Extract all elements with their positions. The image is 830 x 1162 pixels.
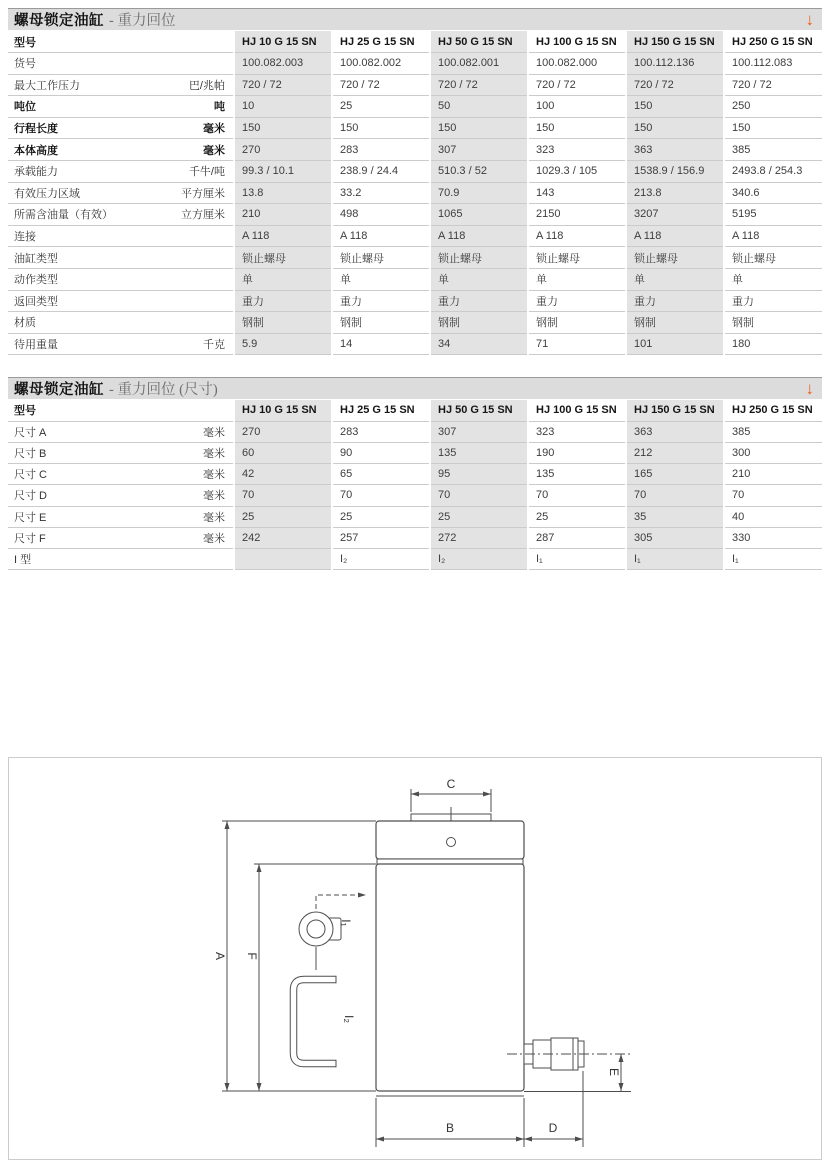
cell-value: 250: [724, 96, 822, 118]
dim-c-label: C: [446, 777, 456, 792]
section2-title: 螺母锁定油缸: [14, 381, 104, 398]
cell-value: 重力: [528, 290, 626, 312]
dimensions-table: [8, 400, 822, 570]
cell-value: 307: [430, 421, 528, 442]
marker-i1-label: I₁: [339, 919, 353, 927]
cell-value: 重力: [430, 290, 528, 312]
cell-value: 70: [724, 485, 822, 506]
cell-value: 锁止螺母: [528, 247, 626, 269]
cell-value: 90: [332, 443, 430, 464]
cell-value: I₂: [332, 548, 430, 569]
row-label-cell: [8, 443, 234, 464]
cap-groove: [377, 859, 523, 864]
row-label: 材质: [14, 317, 36, 330]
cell-value: 330: [724, 527, 822, 548]
handle-inner: [294, 980, 337, 1064]
cell-value: 重力: [234, 290, 332, 312]
cell-value: 190: [528, 443, 626, 464]
model-column-header: HJ 150 G 15 SN: [626, 400, 724, 422]
table-row: [8, 74, 822, 96]
cell-value: 150: [332, 117, 430, 139]
cell-value: 70: [626, 485, 724, 506]
cell-value: 钢制: [332, 312, 430, 334]
table-row: [8, 506, 822, 527]
cell-value: A 118: [430, 225, 528, 247]
table-row: [8, 160, 822, 182]
cell-value: 385: [724, 421, 822, 442]
cylinder-body: [376, 864, 524, 1091]
row-unit: 吨: [214, 101, 225, 114]
row-label: 最大工作压力: [14, 79, 80, 92]
row-label: I 型: [14, 554, 32, 567]
cell-value: 363: [626, 139, 724, 161]
row-unit: 毫米: [203, 469, 225, 482]
table-row: [8, 333, 822, 355]
cell-value: 283: [332, 139, 430, 161]
cell-value: 385: [724, 139, 822, 161]
cell-value: A 118: [626, 225, 724, 247]
cell-value: 13.8: [234, 182, 332, 204]
cell-value: 锁止螺母: [332, 247, 430, 269]
cell-value: 34: [430, 333, 528, 355]
row-label-cell: [8, 421, 234, 442]
cell-value: A 118: [528, 225, 626, 247]
row-label: 待用重量: [14, 339, 58, 352]
cell-value: 363: [626, 421, 724, 442]
dim-c-arrow-left: [411, 792, 419, 797]
dim-d-arrow-left: [524, 1137, 532, 1142]
cell-value: 钢制: [234, 312, 332, 334]
cell-value: 143: [528, 182, 626, 204]
model-column-header: HJ 25 G 15 SN: [332, 31, 430, 53]
eyebolt-ring-inner: [307, 920, 325, 938]
table-row: [8, 312, 822, 334]
cell-value: 1029.3 / 105: [528, 160, 626, 182]
cell-value: 307: [430, 139, 528, 161]
row-unit: 千克: [203, 339, 225, 352]
table-row: [8, 247, 822, 269]
cell-value: 1065: [430, 204, 528, 226]
row-label: 有效压力区域: [14, 187, 80, 200]
cell-value: 1538.9 / 156.9: [626, 160, 724, 182]
leader-arrow: [358, 893, 366, 898]
dimensions-section: [8, 377, 822, 570]
cell-value: 150: [234, 117, 332, 139]
table-row: [8, 53, 822, 75]
row-label-cell: [8, 53, 234, 75]
model-column-header: HJ 25 G 15 SN: [332, 400, 430, 422]
cell-value: 720 / 72: [724, 74, 822, 96]
row-unit: 毫米: [203, 426, 225, 439]
cell-value: I₁: [528, 548, 626, 569]
cell-value: 305: [626, 527, 724, 548]
row-unit: 毫米: [203, 490, 225, 503]
row-label-cell: [8, 160, 234, 182]
cell-value: 40: [724, 506, 822, 527]
cell-value: 270: [234, 139, 332, 161]
dim-a-arrow-top: [225, 821, 230, 829]
cell-value: A 118: [332, 225, 430, 247]
row-unit: 立方厘米: [181, 209, 225, 222]
row-label: 货号: [14, 58, 36, 71]
cell-value: 100.112.083: [724, 53, 822, 75]
row-label-cell: [8, 182, 234, 204]
cell-value: I₂: [430, 548, 528, 569]
table-row: [8, 421, 822, 442]
cell-value: 720 / 72: [528, 74, 626, 96]
spec-table: [8, 31, 822, 355]
row-unit: 毫米: [203, 144, 225, 157]
row-label: 行程长度: [14, 123, 58, 136]
cell-value: 单: [332, 268, 430, 290]
cell-value: 71: [528, 333, 626, 355]
cell-value: 300: [724, 443, 822, 464]
down-arrow-icon: ↓: [805, 378, 814, 398]
handle-outline: [294, 980, 337, 1064]
model-column-header: HJ 100 G 15 SN: [528, 400, 626, 422]
row-unit: 千牛/吨: [188, 166, 225, 179]
row-label: 承载能力: [14, 166, 58, 179]
cell-value: 2150: [528, 204, 626, 226]
cell-value: 720 / 72: [626, 74, 724, 96]
dim-e-arrow-bottom: [619, 1083, 624, 1091]
row-label: 尺寸 C: [14, 469, 47, 482]
cell-value: 165: [626, 464, 724, 485]
cell-value: 150: [528, 117, 626, 139]
cell-value: 单: [234, 268, 332, 290]
dim-d-label: D: [548, 1121, 558, 1136]
cell-value: 210: [234, 204, 332, 226]
cell-value: 10: [234, 96, 332, 118]
row-label-cell: [8, 139, 234, 161]
row-unit: 毫米: [203, 532, 225, 545]
cell-value: 323: [528, 139, 626, 161]
cell-value: 70: [234, 485, 332, 506]
cell-value: 101: [626, 333, 724, 355]
cell-value: 212: [626, 443, 724, 464]
table-row: [8, 182, 822, 204]
row-label-cell: [8, 74, 234, 96]
cell-value: 33.2: [332, 182, 430, 204]
cell-value: 单: [626, 268, 724, 290]
dim-c-arrow-right: [483, 792, 491, 797]
dim-f-label: F: [245, 952, 259, 960]
model-column-header: HJ 100 G 15 SN: [528, 31, 626, 53]
cell-value: 242: [234, 527, 332, 548]
cell-value: 重力: [626, 290, 724, 312]
row-label-cell: [8, 548, 234, 569]
row-unit: 毫米: [203, 448, 225, 461]
section1-title-bar: [8, 8, 822, 30]
cell-value: 钢制: [626, 312, 724, 334]
row-label: 本体高度: [14, 144, 58, 157]
row-label: 尺寸 A: [14, 426, 47, 439]
dim-e-label: E: [607, 1068, 621, 1077]
cell-value: 42: [234, 464, 332, 485]
cell-value: 14: [332, 333, 430, 355]
cell-value: 213.8: [626, 182, 724, 204]
cell-value: 150: [626, 117, 724, 139]
cell-value: 270: [234, 421, 332, 442]
cell-value: 135: [430, 443, 528, 464]
row-label-cell: [8, 333, 234, 355]
row-unit: 毫米: [203, 123, 225, 136]
cell-value: 25: [528, 506, 626, 527]
cell-value: 锁止螺母: [234, 247, 332, 269]
table-row: [8, 225, 822, 247]
cell-value: 272: [430, 527, 528, 548]
row-label-cell: [8, 290, 234, 312]
header-row: [8, 31, 822, 53]
cell-value: 50: [430, 96, 528, 118]
model-column-header: HJ 10 G 15 SN: [234, 31, 332, 53]
model-column-header: HJ 50 G 15 SN: [430, 400, 528, 422]
cell-value: 180: [724, 333, 822, 355]
cell-value: 单: [528, 268, 626, 290]
row-label-cell: [8, 485, 234, 506]
row-label-cell: [8, 247, 234, 269]
table-row: [8, 464, 822, 485]
marker-i2-label: I₂: [342, 1015, 356, 1024]
section1-subtitle: - 重力回位: [109, 13, 176, 29]
down-arrow-icon: ↓: [805, 10, 814, 29]
cell-value: I₁: [626, 548, 724, 569]
cell-value: 99.3 / 10.1: [234, 160, 332, 182]
model-column-header: HJ 150 G 15 SN: [626, 31, 724, 53]
model-header-label: 型号: [8, 31, 234, 53]
cell-value: 60: [234, 443, 332, 464]
cap-hole: [447, 838, 456, 847]
cell-value: 25: [332, 96, 430, 118]
cell-value: 210: [724, 464, 822, 485]
cell-value: 锁止螺母: [430, 247, 528, 269]
cell-value: 100.082.000: [528, 53, 626, 75]
cell-value: 65: [332, 464, 430, 485]
cell-value: 150: [430, 117, 528, 139]
cell-value: 95: [430, 464, 528, 485]
cell-value: I₁: [724, 548, 822, 569]
cell-value: 单: [430, 268, 528, 290]
section2-subtitle: - 重力回位 (尺寸): [109, 381, 218, 398]
table-row: [8, 527, 822, 548]
dim-a-arrow-bottom: [225, 1083, 230, 1091]
cell-value: 720 / 72: [234, 74, 332, 96]
row-label-cell: [8, 268, 234, 290]
cell-value: 5195: [724, 204, 822, 226]
table-row: [8, 117, 822, 139]
row-label: 尺寸 B: [14, 448, 47, 461]
cell-value: 323: [528, 421, 626, 442]
cell-value: 150: [724, 117, 822, 139]
cell-value: 287: [528, 527, 626, 548]
cell-value: 70.9: [430, 182, 528, 204]
technical-drawing-panel: [8, 757, 822, 1160]
cell-value: 25: [332, 506, 430, 527]
table-row: [8, 548, 822, 569]
cell-value: 720 / 72: [332, 74, 430, 96]
row-label-cell: [8, 204, 234, 226]
dim-b-arrow-right: [516, 1137, 524, 1142]
cell-value: 510.3 / 52: [430, 160, 528, 182]
cell-value: 283: [332, 421, 430, 442]
dim-f-arrow-top: [257, 864, 262, 872]
cell-value: 25: [234, 506, 332, 527]
header-row: [8, 400, 822, 422]
dim-e-arrow-top: [619, 1054, 624, 1062]
cell-value: 238.9 / 24.4: [332, 160, 430, 182]
dim-a-label: A: [213, 952, 227, 961]
cell-value: 135: [528, 464, 626, 485]
cell-value: 150: [626, 96, 724, 118]
cell-value: 2493.8 / 254.3: [724, 160, 822, 182]
table-row: [8, 268, 822, 290]
section1-title: 螺母锁定油缸: [14, 13, 104, 29]
cell-value: 25: [430, 506, 528, 527]
row-label-cell: [8, 312, 234, 334]
table-row: [8, 443, 822, 464]
row-label-cell: [8, 117, 234, 139]
table-row: [8, 485, 822, 506]
cell-value: 720 / 72: [430, 74, 528, 96]
table-row: [8, 204, 822, 226]
row-label: 吨位: [14, 101, 36, 114]
cell-value: 钢制: [528, 312, 626, 334]
dim-d-arrow-right: [575, 1137, 583, 1142]
cell-value: [234, 548, 332, 569]
row-label-cell: [8, 527, 234, 548]
row-label-cell: [8, 225, 234, 247]
cell-value: 70: [332, 485, 430, 506]
row-label: 尺寸 D: [14, 490, 47, 503]
row-label: 返回类型: [14, 295, 58, 308]
section2-title-bar: [8, 377, 822, 399]
spec-section: [8, 8, 822, 355]
table-row: [8, 290, 822, 312]
row-label-cell: [8, 464, 234, 485]
cell-value: 498: [332, 204, 430, 226]
cell-value: 100.082.002: [332, 53, 430, 75]
row-label-cell: [8, 96, 234, 118]
model-header-label: 型号: [8, 400, 234, 422]
cell-value: 340.6: [724, 182, 822, 204]
cell-value: 钢制: [430, 312, 528, 334]
cell-value: 257: [332, 527, 430, 548]
table-row: [8, 96, 822, 118]
cell-value: 重力: [332, 290, 430, 312]
model-column-header: HJ 250 G 15 SN: [724, 31, 822, 53]
cell-value: 35: [626, 506, 724, 527]
cell-value: 5.9: [234, 333, 332, 355]
row-label: 动作类型: [14, 274, 58, 287]
cell-value: A 118: [234, 225, 332, 247]
row-unit: 平方厘米: [181, 187, 225, 200]
cell-value: 100.082.003: [234, 53, 332, 75]
model-column-header: HJ 250 G 15 SN: [724, 400, 822, 422]
row-label: 尺寸 F: [14, 532, 46, 545]
dim-b-arrow-left: [376, 1137, 384, 1142]
cell-value: 单: [724, 268, 822, 290]
row-unit: 巴/兆帕: [188, 79, 225, 92]
leader-dashed-line: [316, 895, 358, 909]
row-unit: 毫米: [203, 511, 225, 524]
cell-value: 钢制: [724, 312, 822, 334]
model-column-header: HJ 50 G 15 SN: [430, 31, 528, 53]
cell-value: A 118: [724, 225, 822, 247]
cell-value: 70: [430, 485, 528, 506]
cylinder-diagram: [9, 758, 821, 1159]
cell-value: 重力: [724, 290, 822, 312]
cell-value: 锁止螺母: [724, 247, 822, 269]
cell-value: 70: [528, 485, 626, 506]
dim-b-label: B: [445, 1121, 455, 1136]
row-label: 油缸类型: [14, 252, 58, 265]
row-label: 尺寸 E: [14, 511, 47, 524]
row-label: 连接: [14, 231, 36, 244]
dim-f-arrow-bottom: [257, 1083, 262, 1091]
table-row: [8, 139, 822, 161]
row-label-cell: [8, 506, 234, 527]
cell-value: 100: [528, 96, 626, 118]
cell-value: 3207: [626, 204, 724, 226]
row-label: 所需含油量（有效）: [14, 209, 113, 222]
cell-value: 100.082.001: [430, 53, 528, 75]
cell-value: 锁止螺母: [626, 247, 724, 269]
cell-value: 100.112.136: [626, 53, 724, 75]
model-column-header: HJ 10 G 15 SN: [234, 400, 332, 422]
